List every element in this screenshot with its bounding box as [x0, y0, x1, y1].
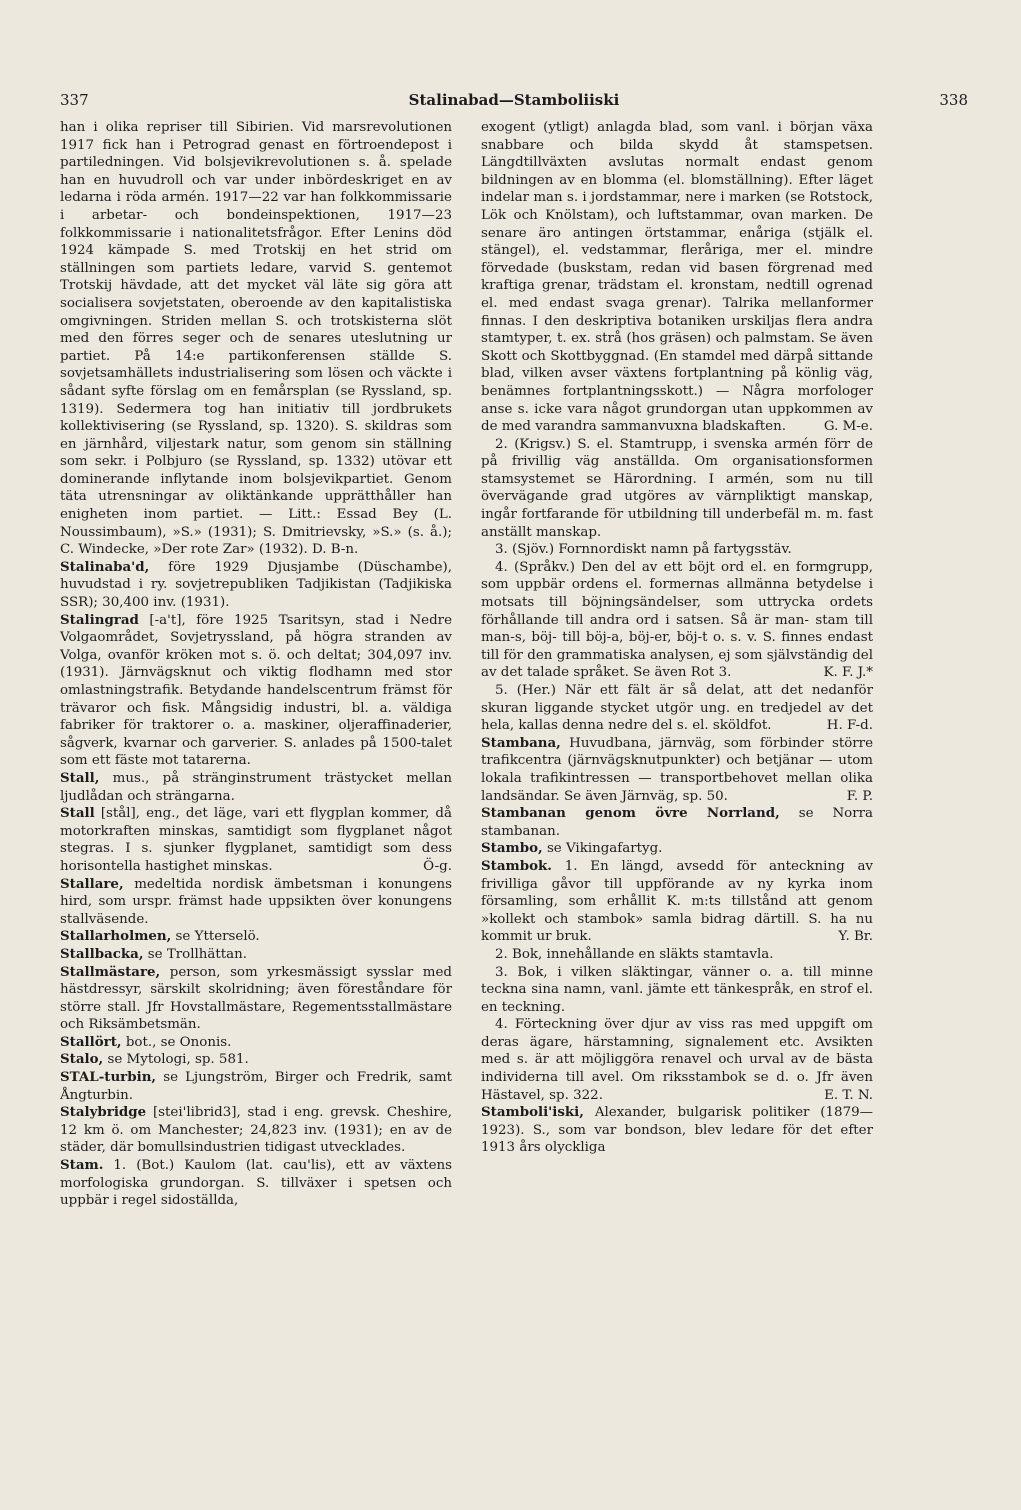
entry-stallarholmen: Stallarholmen, se Ytterselö. — [60, 928, 260, 945]
stam-sense-3: 3. (Sjöv.) Fornnordiskt namn på fartygsstäv. — [495, 542, 792, 558]
entry-stallmastare: Stallmästare, person, som yrkesmässigt sysslar med hästdressyr, särskilt skolridning; även föreståndare för större stall. Jfr Hovstallmästare, Regementsstallmästare och Riksämbetsmän. — [60, 963, 452, 1033]
entry-stallort: Stallört, bot., se Ononis. — [60, 1033, 232, 1050]
page-number-left: 337 — [60, 91, 89, 109]
stambok-sense-4: 4. Förteckning över djur av viss ras med uppgift om deras ägare, härstamning, signalement etc. Avsikten med s. är att möjliggöra renavel och urval av de bästa individerna till avel. Om riksstambok se d. o. Jfr även Hästavel, sp. 322. E. T. N. — [481, 1017, 873, 1103]
entry-stambana: Stambana, Huvudbana, järnväg, som förbinder större trafikcentra (järnvägsknutpunkter) och betjänar — utom lokala trafikintressen — transportbehovet mellan olika landsändar. Se även Järnväg, sp. 50. F. P. — [481, 734, 873, 804]
entry-stambok: Stambok. 1. En längd, avsedd för anteckning av frivilliga gåvor till uppförande av ny kyrka inom församling, som erhållit K. m:ts tillstånd att genom »kollekt och stambok» samla bidrag därtill. S. ha nu kommit ur bruk. Y. Br. — [481, 857, 873, 945]
entry-stam: Stam. 1. (Bot.) Kaulom (lat. cau'lis), ett av växtens morfologiska grundorgan. S. tillväxer i spetsen och uppbär i regel sidoställda, — [60, 1157, 452, 1209]
entry-stall-eng: Stall [stål], eng., det läge, vari ett flygplan kommer, då motorkraften minskas, samtidigt som flygplanet något stegras. I s. sjunker flygplanet, samtidigt som dess horisontella hastighet minskas. Ö-g. — [60, 805, 452, 874]
stambok-sense-3: 3. Bok, i vilken släktingar, vänner o. a. till minne teckna sina namn, vanl. jämte ett tänkespråk, en strof el. en teckning. — [481, 964, 873, 1015]
signature: Ö-g. — [423, 858, 452, 874]
page-number-right: 338 — [939, 91, 968, 109]
entry-stallare: Stallare, medeltida nordisk ämbetsman i konungens hird, som urspr. främst hade uppsikten över konungens stallväsende. — [60, 875, 452, 927]
signature: Y. Br. — [838, 929, 873, 945]
running-header — [60, 91, 968, 113]
entry-stal-turbin: STAL-turbin, se Ljungström, Birger och Fredrik, samt Ångturbin. — [60, 1069, 452, 1103]
header-title: Stalinabad—Stamboliiski — [408, 91, 620, 109]
entry-stalingrad: Stalingrad [-a't], före 1925 Tsaritsyn, stad i Nedre Volgaområdet, Sovjetryssland, på högra stranden av Volga, ovanför kröken mot s. ö. och deltat; 304,097 inv. (1931). Järnvägsknut och viktig flodhamn med stor omlastningstrafik. Betydande handelscentrum främst för trävaror och fisk. Mångsidig industri, bl. a. väldiga fabriker för traktorer o. a. maskiner, oljeraffinaderier, sågverk, kvarnar och garverier. S. anlades på 1500-talet som ett fäste mot tatarerna. — [60, 611, 452, 769]
stam-sense-2: 2. (Krigsv.) S. el. Stamtrupp, i svenska armén förr de på frivillig väg anställda. Om organisationsformen stamsystemet se Härordning. I armén, som nu till övervägande grad utgöres av värnpliktigt manskap, ingår fortfarande för utbildning till underbefäl m. m. fast anställt manskap. — [481, 436, 873, 540]
signature: G. M-e. — [823, 419, 873, 435]
entry-stallbacka: Stallbacka, se Trollhättan. — [60, 945, 248, 962]
entry-stalo: Stalo, se Mytologi, sp. 581. — [60, 1051, 249, 1068]
stam-sense-5: 5. (Her.) När ett fält är så delat, att det nedanför skuran liggande stycket utgör ung. en tredjedel av det hela, kallas denna nedre del s. el. sköldfot. H. F-d. — [481, 683, 873, 734]
entry-stalinabad: Stalinaba'd, före 1929 Djusjambe (Düschambe), huvudstad i ry. sovjetrepubliken Tadjikistan (Tadjikiska SSR); 30,400 inv. (1931). — [60, 558, 452, 611]
stalin-continuation: han i olika repriser till Sibirien. Vid marsrevolutionen 1917 fick han i Petrograd genast en förtroendepost i partiledningen. Vid bolsjevikrevolutionen s. å. spelade han en huvudroll och var under inbördeskriget en av ledarna i röda armén. 1917—22 var han folkkommissarie i arbetar- och bondeinspektionen, 1917—23 folkkommissarie i nationalitetsfrågor. Efter Lenins död 1924 kämpade S. med Trotskij en het strid om ställningen som partiets ledare, varvid S. gentemot Trotskij hävdade, att det mycket väl läte sig göra att socialisera sovjetstaten, oberoende av den kapitalistiska omgivningen. Striden mellan S. och trotskisterna slöt med den förres seger och de senares uteslutning ur partiet. På 14:e partikonferensen ställde S. sovjetsamhällets industrialisering som lösen och väckte i sådant syfte förslag om en femårsplan (se Ryssland, sp. 1319). Sedermera tog han initiativ till jordbrukets kollektivisering (se Ryssland, sp. 1320). S. skildras som en järnhård, viljestark natur, som genom sin ställning som sekr. i Polbjuro (se Ryssland, sp. 1332) utövar ett dominerande inflytande inom bolsjevikpartiet. Genom täta utrensningar av oliktänkande upprätthåller han enigheten inom partiet. — Litt.: Essad Bey (L. Noussimbaum), »S.» (1931); S. Dmitrievsky, »S.» (s. å.); C. Windecke, »Der rote Zar» (1932). D. B-n. — [60, 120, 452, 558]
stam-continuation: exogent (ytligt) anlagda blad, som vanl. i början växa snabbare och bilda skydd åt stamspetsen. Längdtillväxten avslutas normalt endast genom bildningen av en blomma (el. blomställning). Efter läget indelar man s. i jordstammar, nere i marken (se Rotstock, Lök och Knölstam), och luftstammar, ovan marken. De senare äro antingen örtstammar, enåriga (stjälk el. stängel), el. vedstammar, fleråriga, mer el. mindre förvedade (buskstam, redan vid basen förgrenad med kraftiga grenar, trädstam el. kronstam, nedtill ogrenad el. med endast svaga grenar). Talrika mellanformer finnas. I den deskriptiva botaniken urskiljas flera andra stamtyper, t. ex. strå (hos gräsen) och palmstam. Se även Skott och Skottbyggnad. (En stamdel med därpå sittande blad, vilken avser växtens fortplantning på könlig väg, benämnes fortplantningsskott.) — Några morfologer anse s. icke vara något grundorgan utan uppkommen av de med varandra sammanvuxna bladskaften. G. M-e. — [481, 120, 873, 435]
signature: H. F-d. — [826, 718, 873, 734]
entry-stall-mus: Stall, mus., på stränginstrument trästycket mellan ljudlådan och strängarna. — [60, 769, 453, 804]
entry-stamboliiski: Stamboli'iski, Alexander, bulgarisk politiker (1879—1923). S., som var bondson, blev ledare för det efter 1913 års olyckliga — [481, 1104, 873, 1156]
left-column — [60, 119, 452, 1210]
signature: K. F. J.* — [823, 665, 873, 681]
right-column — [481, 119, 873, 1157]
signature: F. P. — [846, 788, 873, 804]
signature: D. B-n. — [312, 542, 359, 558]
entry-stambanan: Stambanan genom övre Norrland, se Norra stambanan. — [481, 805, 874, 839]
entry-stambo: Stambo, se Vikingafartyg. — [481, 840, 663, 857]
stam-sense-4: 4. (Språkv.) Den del av ett böjt ord el. en formgrupp, som uppbär ordens el. formernas allmänna betydelse i motsats till böjningsändelser, som uttrycka ordets förhållande till andra ord i satsen. Så är man- stam till man-s, böj- till böj-a, böj-er, böj-t o. s. v. S. finnes endast till för den grammatiska analysen, ej som självständig del av det talade språket. Se även Rot 3. K. F. J.* — [481, 559, 873, 681]
entry-stalybridge: Stalybridge [stei'librid3], stad i eng. grevsk. Cheshire, 12 km ö. om Manchester; 24,823 inv. (1931); en av de städer, där bomullsindustrien tidigast utvecklades. — [60, 1104, 452, 1156]
stambok-sense-2: 2. Bok, innehållande en släkts stamtavla. — [495, 946, 774, 962]
signature: E. T. N. — [824, 1087, 873, 1103]
